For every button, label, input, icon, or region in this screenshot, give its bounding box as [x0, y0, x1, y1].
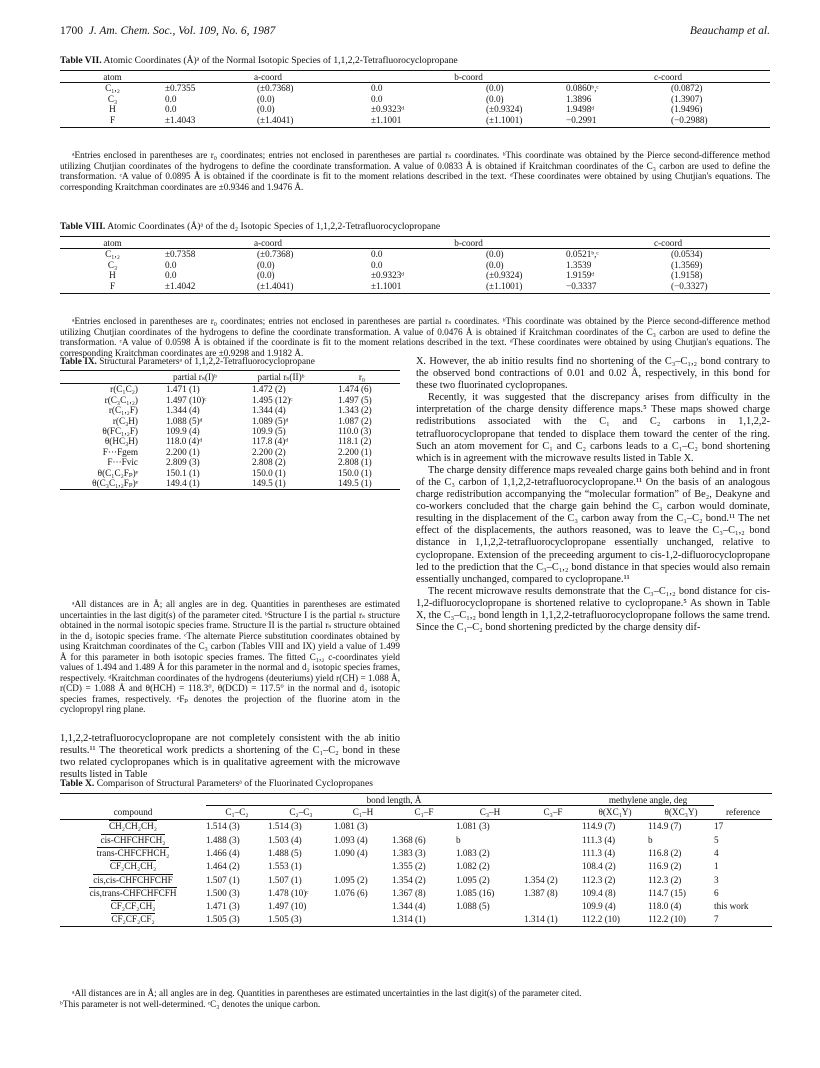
table-row: [60, 900, 772, 913]
value-cell: 1.466 (4): [206, 847, 240, 858]
coord-cell: ±1.1001: [371, 115, 486, 128]
value-cell: [334, 913, 392, 927]
table7-title: Atomic Coordinates (Å)ᵃ of the Normal Isotopic Species of 1,1,2,2-Tetrafluorocyclopropane: [103, 55, 458, 66]
coord-cell: (0.0): [257, 93, 275, 104]
compound-name: CF₂CF₂CF₂: [111, 914, 155, 925]
compound-cell: [60, 819, 206, 833]
coord-cell: (±0.7368): [257, 83, 294, 94]
value-cell: 1.081 (3): [456, 821, 490, 832]
coord-cell: (±1.4041): [257, 115, 371, 128]
value-cell: 118.0 (4): [648, 901, 682, 912]
table9-caption: [60, 356, 400, 368]
value-cell: 116.9 (2): [648, 861, 682, 872]
value-cell: 110.0 (3): [338, 426, 372, 437]
coord-cell: 0.0521ᵇ,ᶜ: [566, 249, 599, 260]
compound-name: CF₂CF₂CH₂: [110, 901, 156, 912]
table10-group-angle: methylene angle, deg: [582, 794, 714, 806]
column-header: C₃–H: [456, 806, 524, 819]
compound-name: cis,trans-CHFCHFCFH: [89, 887, 177, 898]
value-cell: 149.5 (1): [238, 478, 324, 490]
parameter-cell: θ(HC₃H): [104, 436, 138, 447]
value-cell: 1.497 (5): [338, 394, 372, 405]
table8: [60, 236, 770, 294]
value-cell: 2.200 (2): [252, 446, 286, 457]
table7-header-b: b-coord: [371, 71, 566, 83]
atom-cell: H: [109, 270, 116, 281]
value-cell: 1.471 (1): [166, 384, 200, 395]
column-header: C₃–F: [524, 806, 582, 819]
author-header: Beauchamp et al.: [689, 25, 770, 37]
coord-cell: 0.0860ᵇ,ᶜ: [566, 83, 599, 94]
table-row: [60, 913, 772, 927]
column-header: reference: [714, 806, 772, 819]
table10-group-bond: bond length, Å: [206, 794, 582, 806]
coord-cell: (1.9496): [671, 104, 703, 115]
value-cell: 114.9 (7): [648, 821, 682, 832]
table-row: [60, 886, 772, 899]
value-cell: 1.488 (3): [206, 834, 240, 845]
value-cell: 1.090 (4): [334, 847, 368, 858]
value-cell: 114.9 (7): [582, 821, 616, 832]
value-cell: 2.809 (3): [166, 457, 200, 468]
table10-title: Comparison of Structural Parametersᵃ of the Fluorinated Cyclopropanes: [96, 778, 373, 789]
table-row: [60, 860, 772, 873]
table-row: [60, 395, 400, 405]
journal-citation: J. Am. Chem. Soc., Vol. 109, No. 6, 1987: [88, 25, 276, 37]
coord-cell: (1.9158): [671, 270, 703, 281]
value-cell: 1.507 (1): [206, 874, 240, 885]
atom-cell: C₃: [107, 259, 118, 270]
coord-cell: 0.0: [371, 93, 383, 104]
coord-cell: 0.0: [165, 104, 177, 115]
value-cell: 1.472 (2): [252, 384, 286, 395]
value-cell: 1.083 (2): [456, 847, 490, 858]
column-header: θ(XC₁Y): [582, 806, 648, 819]
right-column-text: [416, 356, 770, 634]
table-row: [60, 873, 772, 886]
column-header: C₂–C₃: [268, 806, 334, 819]
value-cell: 1.081 (3): [334, 821, 368, 832]
value-cell: 1.085 (16): [456, 887, 495, 898]
parameter-cell: r(C₁,₂F): [108, 405, 138, 416]
table-row: [60, 94, 770, 104]
value-cell: 109.9 (4): [166, 426, 200, 437]
coord-cell: (1.3569): [671, 259, 703, 270]
value-cell: 1.464 (2): [206, 861, 240, 872]
value-cell: 1.354 (2): [524, 874, 558, 885]
left-column-text: [60, 733, 400, 781]
table-row: [60, 468, 400, 478]
coord-cell: (0.0): [486, 249, 504, 260]
value-cell: 1.368 (6): [392, 834, 426, 845]
value-cell: 2.200 (1): [338, 446, 372, 457]
column-header: compound: [60, 806, 206, 819]
coord-cell: (±0.9324): [486, 270, 523, 281]
compound-cell: [60, 833, 206, 846]
table9-header-rs1: partial rₛ(I)ᵇ: [152, 371, 238, 384]
value-cell: 150.1 (1): [166, 467, 200, 478]
table-row: [60, 270, 770, 280]
value-cell: 150.0 (1): [338, 467, 372, 478]
coord-cell: 1.3896: [566, 93, 592, 104]
parameter-cell: θ(FC₁,₂F): [102, 426, 138, 437]
value-cell: 2.200 (1): [166, 446, 200, 457]
table7-header-a: a-coord: [165, 71, 371, 83]
value-cell: [524, 846, 582, 859]
table7-header-c: c-coord: [566, 71, 770, 83]
coord-cell: (±0.9324): [486, 104, 523, 115]
value-cell: 1.314 (1): [392, 913, 456, 927]
compound-cell: [60, 886, 206, 899]
parameter-cell: r(C₃H): [112, 415, 138, 426]
value-cell: 149.4 (1): [152, 478, 238, 490]
page-number: 1700: [60, 25, 83, 37]
value-cell: 111.3 (4): [582, 834, 616, 845]
parameter-cell: θ(C₃C₁,₂Fₚ)ᵉ: [60, 478, 152, 490]
value-cell: [456, 913, 524, 927]
value-cell: [524, 819, 582, 833]
compound-name: cis,cis-CHFCHFCHF: [93, 874, 173, 885]
table7-header-atom: atom: [60, 71, 165, 83]
value-cell: 1.344 (4): [252, 405, 286, 416]
coord-cell: (±0.7368): [257, 249, 294, 260]
value-cell: 1.367 (8): [392, 887, 426, 898]
table-row: [60, 249, 770, 260]
compound-cell: [60, 846, 206, 859]
table-row: [60, 819, 772, 833]
coord-cell: (0.0): [257, 104, 275, 115]
table8-header-c: c-coord: [566, 237, 770, 249]
table-row: [60, 478, 400, 490]
value-cell: 1.503 (4): [268, 834, 302, 845]
table8-header-atom: atom: [60, 237, 165, 249]
table8-title: Atomic Coordinates (Å)ᵃ of the d₂ Isotopic Species of 1,1,2,2-Tetrafluorocyclopropane: [107, 221, 441, 232]
table10-caption: [60, 778, 373, 790]
coord-cell: (±1.1001): [486, 115, 566, 128]
value-cell: b: [648, 834, 653, 845]
table7-label: Table VII.: [60, 55, 102, 66]
value-cell: 118.1 (2): [338, 436, 372, 447]
table-row: [60, 426, 400, 436]
column-header: C₁–C₂: [206, 806, 268, 819]
value-cell: 1.514 (3): [268, 821, 302, 832]
value-cell: 1.553 (1): [268, 861, 302, 872]
table8-label: Table VIII.: [60, 221, 106, 232]
value-cell: [334, 860, 392, 873]
value-cell: [524, 833, 582, 846]
value-cell: 112.3 (2): [648, 874, 682, 885]
coord-cell: (0.0): [257, 259, 275, 270]
value-cell: [392, 819, 456, 833]
table9-header-rs2: partial rₛ(II)ᵇ: [238, 371, 324, 384]
value-cell: 17: [714, 821, 724, 832]
parameter-cell: r(C₃C₁,₂): [104, 394, 138, 405]
parameter-cell: r(C₁C₂): [110, 384, 138, 395]
coord-cell: ±0.7358: [165, 249, 196, 260]
parameter-cell: F···Fgem: [102, 446, 138, 457]
table9-header-r0: r₀: [324, 371, 400, 384]
right-paragraph-2: Recently, it was suggested that the discrepancy arises from difficulty in the interpretation of the charge density difference maps.⁵ These maps showed charge redistributions associated with the C₁ and C₂ carbons in 1,1,2,2-tetrafluorocyclopropane that tended to displace them toward the center of the ring. Such an atom movement for C₁ and C₂ carbons leads to a C₁–C₂ bond shortening which is in agreement with the microwave results listed in Table X.: [416, 392, 770, 464]
value-cell: 1.088 (5): [456, 901, 490, 912]
value-cell: 118.0 (4)ᵈ: [166, 436, 203, 447]
value-cell: [334, 900, 392, 913]
value-cell: [524, 900, 582, 913]
table8-header-a: a-coord: [165, 237, 371, 249]
table-row: [60, 457, 400, 467]
coord-cell: ±1.4043: [165, 115, 257, 128]
value-cell: 112.3 (2): [582, 874, 616, 885]
value-cell: 1.497 (10): [268, 901, 307, 912]
parameter-cell: F···Fvic: [107, 457, 138, 468]
table8-header-b: b-coord: [371, 237, 566, 249]
right-paragraph-1: X. However, the ab initio results find no shortening of the C₃–C₁,₂ bond contrary to the observed bond contractions of 0.01 and 0.02 Å, respectively, in this bond for these two fluorinated cyclopropanes.: [416, 356, 770, 392]
value-cell: 1.387 (8): [524, 887, 558, 898]
value-cell: 1.474 (6): [338, 384, 372, 395]
value-cell: 5: [714, 834, 719, 845]
value-cell: 1: [714, 861, 719, 872]
value-cell: 109.9 (4): [582, 901, 616, 912]
table7: [60, 70, 770, 128]
value-cell: 3: [714, 874, 719, 885]
coord-cell: (−0.3327): [671, 281, 770, 294]
coord-cell: (±1.4041): [257, 281, 371, 294]
table-row: [60, 115, 770, 128]
value-cell: 1.495 (12)ᶜ: [252, 394, 293, 405]
value-cell: this work: [714, 901, 749, 912]
table8-caption: [60, 221, 440, 233]
value-cell: 4: [714, 847, 719, 858]
coord-cell: 0.0: [165, 259, 177, 270]
table10-label: Table X.: [60, 778, 95, 789]
coord-cell: 1.9498ᵈ: [566, 104, 595, 115]
value-cell: 109.9 (5): [252, 426, 286, 437]
coord-cell: (−0.2988): [671, 115, 770, 128]
value-cell: 116.8 (2): [648, 847, 682, 858]
compound-name: cis-CHFCHFCH₂: [100, 834, 166, 845]
value-cell: 1.314 (1): [524, 913, 582, 927]
coord-cell: 1.9159ᵈ: [566, 270, 595, 281]
parameter-cell: θ(C₁C₂Fₚ)ᵉ: [97, 467, 138, 478]
value-cell: 1.082 (2): [456, 861, 490, 872]
value-cell: 2.808 (1): [338, 457, 372, 468]
value-cell: 149.5 (1): [324, 478, 400, 490]
table9-title: Structural Parametersᵃ of 1,1,2,2-Tetrafluorocyclopropane: [99, 357, 315, 367]
value-cell: 1.355 (2): [392, 861, 426, 872]
value-cell: 1.514 (3): [206, 821, 240, 832]
table10-footnote-b: ᵇThis parameter is not well-determined. ᶜC₃ denotes the unique carbon.: [60, 998, 321, 1009]
table10-footnotes: [60, 988, 772, 1009]
column-header: θ(XC₃Y): [648, 806, 714, 819]
atom-cell: H: [109, 104, 116, 115]
coord-cell: (0.0534): [671, 249, 703, 260]
value-cell: 109.4 (8): [582, 887, 616, 898]
table9: [60, 370, 400, 490]
value-cell: 1.497 (10)ᶜ: [166, 394, 207, 405]
value-cell: 1.344 (4): [166, 405, 200, 416]
value-cell: 1.089 (5)ᵈ: [252, 415, 289, 426]
table-row: [60, 260, 770, 270]
coord-cell: 0.0: [165, 270, 177, 281]
atom-cell: F: [60, 115, 165, 128]
page-header-left: [60, 25, 275, 37]
atom-cell: C₃: [107, 93, 118, 104]
compound-name: trans-CHFCFHCH₂: [96, 847, 170, 858]
value-cell: 7: [714, 913, 772, 927]
coord-cell: (0.0): [257, 270, 275, 281]
table7-caption: [60, 55, 458, 67]
value-cell: 1.087 (2): [338, 415, 372, 426]
compound-name: CF₂CH₂CH₂: [109, 861, 157, 872]
right-paragraph-4: The recent microwave results demonstrate that the C₃–C₁,₂ bond distance for cis-1,2-difluorocyclopropane is shortened relative to cyclopropane.⁵ As shown in Table X, the C₃–C₁,₂ bond length in 1,1,2,2-tetrafluorocyclopropane follows the same trend. Since the C₁–C₂ bond shortening predicted by the charge density dif-: [416, 585, 770, 634]
compound-cell: [60, 860, 206, 873]
value-cell: 1.383 (3): [392, 847, 426, 858]
value-cell: [524, 860, 582, 873]
table8-footnote: ᵃEntries enclosed in parentheses are r₀ coordinates; entries not enclosed in parentheses are partial rₛ coordinates. ᵇThis coordinate was obtained by the Pierce second-difference method utilizing Chutjian coordinates of the hydrogens to define the coordinate transformation. A value of 0.0476 Å is obtained if Kraitchman coordinates of the C₃ carbon are used to define the transformation. ᶜA value of 0.0598 Å is obtained if the coordinate is fit to the moment relations described in the text. ᵈThese coordinates were obtained by using Chutjian's equations. The corresponding Kraitchman coordinates are ±0.9298 and 1.9182 Å.: [60, 316, 770, 358]
value-cell: 1.076 (6): [334, 887, 368, 898]
column-header: C₁–H: [334, 806, 392, 819]
value-cell: 112.2 (10): [582, 913, 648, 927]
table-row: [60, 833, 772, 846]
value-cell: 1.093 (4): [334, 834, 368, 845]
coord-cell: 0.0: [371, 249, 383, 260]
value-cell: 1.343 (2): [338, 405, 372, 416]
table-row: [60, 405, 400, 415]
value-cell: 1.500 (3): [206, 887, 240, 898]
table9-footnote: ᵃAll distances are in Å; all angles are in deg. Quantities in parentheses are estimated uncertainties in the last digit(s) of the parameter cited. ᵇStructure I is the partial rₛ structure obtained in the normal isotopic species frame. Structure II is the partial rₛ structure obtained in the d₂ isotopic species frame. ᶜThe alternate Pierce substitution coordinates obtained by using Kraitchman coordinates of the C₃ carbon (Tables VIII and IX) yield a value of 1.499 Å for this parameter in both isotopic species frames. The fitted C₁,₂ c-coordinates yield values of 1.494 and 1.489 Å for this parameter in the normal and d₂ isotopic species frames, respectively. ᵈKraitchman coordinates of the hydrogens (deuteriums) yield r(CH) = 1.088 Å, r(CD) = 1.088 Å and θ(HCH) = 118.3°, θ(DCD) = 117.5° in the normal and d₂ isotopic species frames, respectively. ᵉFₚ denotes the projection of the fluorine atom in the cyclopropyl ring plane.: [60, 599, 400, 715]
running-header: [60, 25, 770, 41]
table10-footnote-a: ᵃAll distances are in Å; all angles are in deg. Quantities in parentheses are estimated uncertainties in the last digit(s) of the parameter cited.: [72, 988, 582, 998]
value-cell: 1.088 (5)ᵈ: [166, 415, 203, 426]
value-cell: 1.095 (2): [334, 874, 368, 885]
value-cell: 1.488 (5): [268, 847, 302, 858]
table-row: [60, 384, 400, 395]
table10: [60, 793, 772, 927]
table-row: [60, 447, 400, 457]
value-cell: 108.4 (2): [582, 861, 616, 872]
value-cell: 117.8 (4)ᵈ: [252, 436, 289, 447]
table9-header-param: [60, 371, 152, 384]
compound-cell: [60, 913, 206, 927]
coord-cell: (1.3907): [671, 93, 703, 104]
coord-cell: ±0.7355: [165, 83, 196, 94]
value-cell: 1.471 (3): [206, 901, 240, 912]
table-row: [60, 83, 770, 94]
coord-cell: 1.3539: [566, 259, 592, 270]
value-cell: 114.7 (15): [648, 887, 686, 898]
coord-cell: ±1.4042: [165, 281, 257, 294]
value-cell: 150.0 (1): [252, 467, 286, 478]
value-cell: 1.505 (3): [268, 913, 334, 927]
left-paragraph: 1,1,2,2-tetrafluorocyclopropane are not completely consistent with the ab initio results.¹¹ The theoretical work predicts a shortening of the C₁–C₂ bond in these two related cyclopropanes which is in qualitative agreement with the microwave results listed in Table: [60, 733, 400, 781]
atom-cell: F: [60, 281, 165, 294]
value-cell: 1.095 (2): [456, 874, 490, 885]
coord-cell: (0.0872): [671, 83, 703, 94]
table-row: [60, 436, 400, 446]
table-row: [60, 281, 770, 294]
right-paragraph-3: The charge density difference maps revealed charge gains both behind and in front of the C₃ carbon of 1,1,2,2-tetrafluorocyclopropane.¹¹ On the basis of an analogous charge redistribution accompanying the “molecular formation” of Be₂, Deakyne and co-workers concluded that the charge gain behind the C₃ carbon would dominate, resulting in the displacement of the C₃ carbon away from the C₁–C₂ bond.¹¹ The net effect of the displacements, the authors reasoned, was to leave the C₃–C₁,₂ bond distance in 1,1,2,2-tetrafluorocyclopropane essentially unchanged, relative to cyclopropane. Extension of the preceeding argument to cis-1,2-difluorocyclopropane led to the prediction that the C₃–C₁,₂ bond distance in that species would also remain essentially unchanged, compared to cyclopropane.¹¹: [416, 464, 770, 585]
value-cell: 2.808 (2): [252, 457, 286, 468]
coord-cell: (±1.1001): [486, 281, 566, 294]
coord-cell: ±1.1001: [371, 281, 486, 294]
compound-name: CH₂CH₂CH₂: [109, 821, 157, 832]
coord-cell: −0.3337: [566, 281, 671, 294]
table7-footnote: ᵃEntries enclosed in parentheses are r₀ coordinates; entries not enclosed in parentheses are partial rₛ coordinates. ᵇThis coordinate was obtained by the Pierce second-difference method utilizing Chutjian coordinates of the hydrogens to define the coordinate transformation. A value of 0.0833 Å is obtained if Kraitchman coordinates of the C₃ carbon are used to define the transformation. ᶜA value of 0.0895 Å is obtained if the coordinate is fit to the moment relations described in the text. ᵈThese coordinates were obtained by using Chutjian's equations. The corresponding Kraitchman coordinates are ±0.9346 and 1.9476 Å.: [60, 150, 770, 192]
value-cell: 1.505 (3): [206, 913, 268, 927]
coord-cell: 0.0: [165, 93, 177, 104]
value-cell: 1.507 (1): [268, 874, 302, 885]
coord-cell: (0.0): [486, 83, 504, 94]
column-header: C₁–F: [392, 806, 456, 819]
atom-cell: C₁,₂: [105, 83, 120, 94]
table-row: [60, 104, 770, 114]
value-cell: 111.3 (4): [582, 847, 616, 858]
value-cell: 1.354 (2): [392, 874, 426, 885]
table-row: [60, 846, 772, 859]
value-cell: 1.478 (10)ᶜ: [268, 887, 309, 898]
coord-cell: ±0.9323ᵈ: [371, 270, 405, 281]
atom-cell: C₁,₂: [105, 249, 120, 260]
coord-cell: ±0.9323ᵈ: [371, 104, 405, 115]
value-cell: 1.344 (4): [392, 901, 426, 912]
coord-cell: 0.0: [371, 259, 383, 270]
value-cell: b: [456, 834, 461, 845]
table-row: [60, 416, 400, 426]
value-cell: 112.2 (10): [648, 913, 714, 927]
coord-cell: (0.0): [486, 259, 504, 270]
compound-cell: [60, 873, 206, 886]
value-cell: 6: [714, 887, 719, 898]
table9-label: Table IX.: [60, 357, 97, 367]
coord-cell: 0.0: [371, 83, 383, 94]
coord-cell: (0.0): [486, 93, 504, 104]
coord-cell: −0.2991: [566, 115, 671, 128]
compound-cell: [60, 900, 206, 913]
